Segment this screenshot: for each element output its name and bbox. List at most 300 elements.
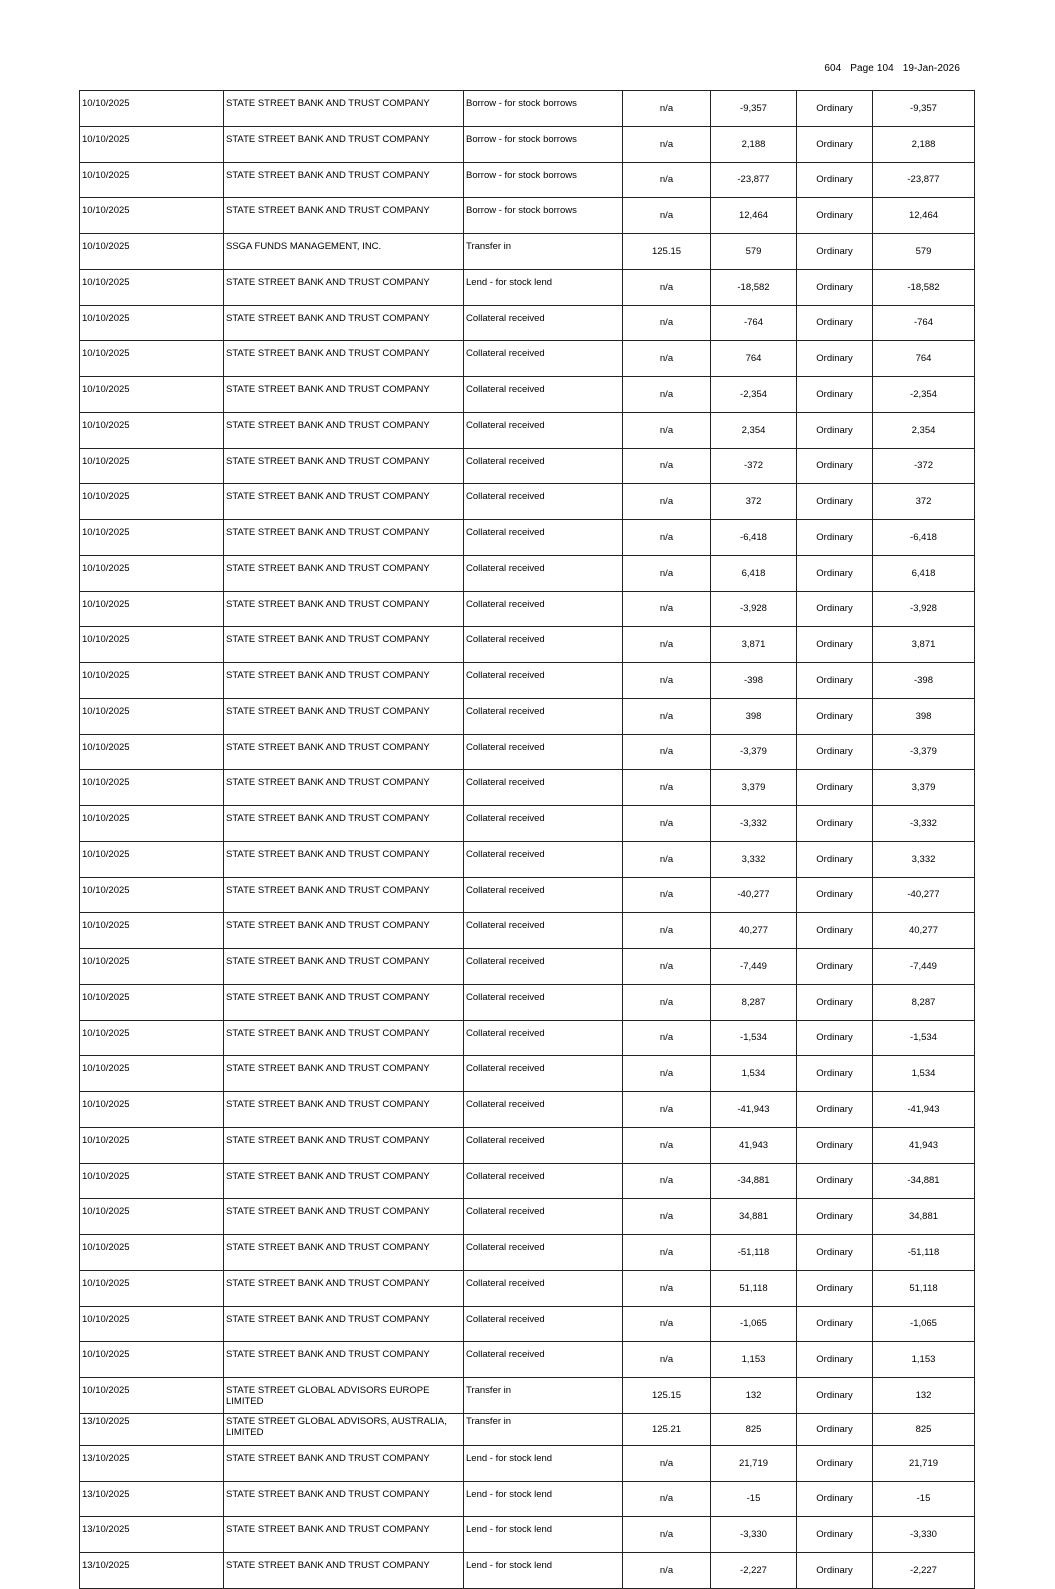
nature-cell: Transfer in [464, 234, 623, 270]
class-cell: Ordinary [797, 1517, 873, 1553]
class-cell: Ordinary [797, 555, 873, 591]
doc-number: 604 [824, 63, 842, 74]
votes-cell: 1,534 [873, 1056, 975, 1092]
class-cell: Ordinary [797, 1445, 873, 1481]
change-cell: 2,354 [711, 412, 797, 448]
nature-cell: Collateral received [464, 913, 623, 949]
votes-cell: -3,928 [873, 591, 975, 627]
class-cell: Ordinary [797, 663, 873, 699]
change-cell: 398 [711, 698, 797, 734]
nature-cell: Collateral received [464, 520, 623, 556]
date-cell: 10/10/2025 [80, 269, 224, 305]
class-cell: Ordinary [797, 1553, 873, 1589]
date-cell: 10/10/2025 [80, 377, 224, 413]
class-cell: Ordinary [797, 1056, 873, 1092]
class-cell: Ordinary [797, 1127, 873, 1163]
votes-cell: -3,379 [873, 734, 975, 770]
change-cell: -6,418 [711, 520, 797, 556]
votes-cell: -23,877 [873, 162, 975, 198]
change-cell: -51,118 [711, 1235, 797, 1271]
table-row [80, 162, 975, 198]
votes-cell: 764 [873, 341, 975, 377]
nature-cell: Collateral received [464, 841, 623, 877]
table-row [80, 126, 975, 162]
table-row [80, 341, 975, 377]
votes-cell: 3,332 [873, 841, 975, 877]
consideration-cell: n/a [623, 1445, 711, 1481]
votes-cell: -41,943 [873, 1092, 975, 1128]
nature-cell: Collateral received [464, 734, 623, 770]
votes-cell: 2,354 [873, 412, 975, 448]
change-cell: -398 [711, 663, 797, 699]
entity-cell: STATE STREET BANK AND TRUST COMPANY [224, 1235, 464, 1271]
nature-cell: Borrow - for stock borrows [464, 91, 623, 127]
entity-cell: STATE STREET BANK AND TRUST COMPANY [224, 1445, 464, 1481]
consideration-cell: n/a [623, 591, 711, 627]
consideration-cell: n/a [623, 627, 711, 663]
class-cell: Ordinary [797, 520, 873, 556]
table-row [80, 305, 975, 341]
nature-cell: Collateral received [464, 770, 623, 806]
date-cell: 10/10/2025 [80, 698, 224, 734]
votes-cell: -51,118 [873, 1235, 975, 1271]
table-row [80, 841, 975, 877]
votes-cell: -2,227 [873, 1553, 975, 1589]
votes-cell: 41,943 [873, 1127, 975, 1163]
date-cell: 10/10/2025 [80, 627, 224, 663]
nature-cell: Borrow - for stock borrows [464, 126, 623, 162]
table-row [80, 1553, 975, 1589]
date-cell: 10/10/2025 [80, 913, 224, 949]
change-cell: 40,277 [711, 913, 797, 949]
date-cell: 10/10/2025 [80, 234, 224, 270]
date-cell: 10/10/2025 [80, 412, 224, 448]
votes-cell: -9,357 [873, 91, 975, 127]
table-row [80, 1127, 975, 1163]
nature-cell: Collateral received [464, 949, 623, 985]
class-cell: Ordinary [797, 1020, 873, 1056]
nature-cell: Transfer in [464, 1413, 623, 1445]
entity-cell: STATE STREET BANK AND TRUST COMPANY [224, 984, 464, 1020]
table-row [80, 1517, 975, 1553]
table-row [80, 448, 975, 484]
consideration-cell: n/a [623, 1481, 711, 1517]
entity-cell: STATE STREET BANK AND TRUST COMPANY [224, 1517, 464, 1553]
nature-cell: Collateral received [464, 305, 623, 341]
nature-cell: Collateral received [464, 1092, 623, 1128]
entity-cell: STATE STREET BANK AND TRUST COMPANY [224, 734, 464, 770]
date-cell: 13/10/2025 [80, 1481, 224, 1517]
date-cell: 10/10/2025 [80, 949, 224, 985]
table-row [80, 269, 975, 305]
change-cell: 579 [711, 234, 797, 270]
date-cell: 10/10/2025 [80, 1342, 224, 1378]
consideration-cell: n/a [623, 1517, 711, 1553]
nature-cell: Collateral received [464, 1235, 623, 1271]
class-cell: Ordinary [797, 591, 873, 627]
votes-cell: 34,881 [873, 1199, 975, 1235]
date-cell: 10/10/2025 [80, 305, 224, 341]
consideration-cell: n/a [623, 484, 711, 520]
change-cell: 1,534 [711, 1056, 797, 1092]
nature-cell: Collateral received [464, 663, 623, 699]
date-cell: 10/10/2025 [80, 1306, 224, 1342]
nature-cell: Collateral received [464, 1163, 623, 1199]
change-cell: 825 [711, 1413, 797, 1445]
entity-cell: STATE STREET BANK AND TRUST COMPANY [224, 1553, 464, 1589]
table-row [80, 913, 975, 949]
table-row [80, 198, 975, 234]
votes-cell: 398 [873, 698, 975, 734]
table-row [80, 234, 975, 270]
date-cell: 10/10/2025 [80, 520, 224, 556]
table-row [80, 734, 975, 770]
table-row [80, 1342, 975, 1378]
votes-cell: -3,330 [873, 1517, 975, 1553]
nature-cell: Borrow - for stock borrows [464, 198, 623, 234]
nature-cell: Collateral received [464, 1056, 623, 1092]
change-cell: 764 [711, 341, 797, 377]
change-cell: 372 [711, 484, 797, 520]
class-cell: Ordinary [797, 1092, 873, 1128]
entity-cell: STATE STREET BANK AND TRUST COMPANY [224, 377, 464, 413]
page-number: Page 104 [850, 63, 894, 74]
change-cell: -3,332 [711, 806, 797, 842]
change-cell: 8,287 [711, 984, 797, 1020]
date-cell: 10/10/2025 [80, 1378, 224, 1414]
class-cell: Ordinary [797, 1481, 873, 1517]
consideration-cell: n/a [623, 198, 711, 234]
date-cell: 10/10/2025 [80, 1270, 224, 1306]
date-cell: 10/10/2025 [80, 806, 224, 842]
change-cell: -2,227 [711, 1553, 797, 1589]
page-date: 19-Jan-2026 [902, 63, 960, 74]
change-cell: -3,330 [711, 1517, 797, 1553]
entity-cell: STATE STREET BANK AND TRUST COMPANY [224, 627, 464, 663]
votes-cell: -40,277 [873, 877, 975, 913]
class-cell: Ordinary [797, 949, 873, 985]
table-row [80, 663, 975, 699]
table-row [80, 1378, 975, 1414]
table-row [80, 698, 975, 734]
date-cell: 10/10/2025 [80, 1199, 224, 1235]
change-cell: 51,118 [711, 1270, 797, 1306]
change-cell: -3,928 [711, 591, 797, 627]
consideration-cell: n/a [623, 91, 711, 127]
entity-cell: STATE STREET BANK AND TRUST COMPANY [224, 555, 464, 591]
table-row [80, 1306, 975, 1342]
page-header [818, 63, 960, 74]
entity-cell: STATE STREET BANK AND TRUST COMPANY [224, 1481, 464, 1517]
table-row [80, 949, 975, 985]
class-cell: Ordinary [797, 269, 873, 305]
consideration-cell: n/a [623, 1127, 711, 1163]
class-cell: Ordinary [797, 198, 873, 234]
table-row [80, 770, 975, 806]
table-row [80, 412, 975, 448]
votes-cell: -7,449 [873, 949, 975, 985]
entity-cell: STATE STREET BANK AND TRUST COMPANY [224, 162, 464, 198]
consideration-cell: n/a [623, 770, 711, 806]
change-cell: -1,534 [711, 1020, 797, 1056]
class-cell: Ordinary [797, 234, 873, 270]
entity-cell: STATE STREET BANK AND TRUST COMPANY [224, 1020, 464, 1056]
votes-cell: -6,418 [873, 520, 975, 556]
votes-cell: 12,464 [873, 198, 975, 234]
class-cell: Ordinary [797, 698, 873, 734]
consideration-cell: n/a [623, 1056, 711, 1092]
entity-cell: STATE STREET BANK AND TRUST COMPANY [224, 91, 464, 127]
change-cell: -9,357 [711, 91, 797, 127]
votes-cell: -15 [873, 1481, 975, 1517]
votes-cell: 21,719 [873, 1445, 975, 1481]
nature-cell: Collateral received [464, 1199, 623, 1235]
date-cell: 10/10/2025 [80, 341, 224, 377]
change-cell: 12,464 [711, 198, 797, 234]
class-cell: Ordinary [797, 984, 873, 1020]
nature-cell: Collateral received [464, 448, 623, 484]
nature-cell: Collateral received [464, 1270, 623, 1306]
consideration-cell: n/a [623, 305, 711, 341]
entity-cell: STATE STREET BANK AND TRUST COMPANY [224, 1092, 464, 1128]
consideration-cell: n/a [623, 341, 711, 377]
votes-cell: -764 [873, 305, 975, 341]
entity-cell: STATE STREET GLOBAL ADVISORS, AUSTRALIA, LIMITED [224, 1413, 464, 1445]
date-cell: 10/10/2025 [80, 984, 224, 1020]
table-row [80, 1481, 975, 1517]
entity-cell: STATE STREET BANK AND TRUST COMPANY [224, 269, 464, 305]
votes-cell: 825 [873, 1413, 975, 1445]
nature-cell: Lend - for stock lend [464, 1481, 623, 1517]
votes-cell: 40,277 [873, 913, 975, 949]
date-cell: 10/10/2025 [80, 1056, 224, 1092]
consideration-cell: n/a [623, 949, 711, 985]
change-cell: -2,354 [711, 377, 797, 413]
entity-cell: STATE STREET BANK AND TRUST COMPANY [224, 663, 464, 699]
table-row [80, 806, 975, 842]
consideration-cell: n/a [623, 734, 711, 770]
entity-cell: STATE STREET BANK AND TRUST COMPANY [224, 841, 464, 877]
consideration-cell: n/a [623, 412, 711, 448]
date-cell: 10/10/2025 [80, 877, 224, 913]
class-cell: Ordinary [797, 806, 873, 842]
entity-cell: STATE STREET BANK AND TRUST COMPANY [224, 1163, 464, 1199]
votes-cell: -1,534 [873, 1020, 975, 1056]
entity-cell: STATE STREET BANK AND TRUST COMPANY [224, 1199, 464, 1235]
class-cell: Ordinary [797, 91, 873, 127]
date-cell: 10/10/2025 [80, 126, 224, 162]
date-cell: 13/10/2025 [80, 1445, 224, 1481]
date-cell: 13/10/2025 [80, 1553, 224, 1589]
class-cell: Ordinary [797, 770, 873, 806]
class-cell: Ordinary [797, 341, 873, 377]
date-cell: 10/10/2025 [80, 734, 224, 770]
consideration-cell: n/a [623, 162, 711, 198]
class-cell: Ordinary [797, 1306, 873, 1342]
change-cell: -15 [711, 1481, 797, 1517]
change-cell: -372 [711, 448, 797, 484]
consideration-cell: n/a [623, 1553, 711, 1589]
date-cell: 10/10/2025 [80, 1163, 224, 1199]
consideration-cell: n/a [623, 663, 711, 699]
consideration-cell: n/a [623, 841, 711, 877]
class-cell: Ordinary [797, 913, 873, 949]
entity-cell: STATE STREET BANK AND TRUST COMPANY [224, 806, 464, 842]
date-cell: 10/10/2025 [80, 770, 224, 806]
date-cell: 10/10/2025 [80, 162, 224, 198]
votes-cell: 2,188 [873, 126, 975, 162]
class-cell: Ordinary [797, 1270, 873, 1306]
nature-cell: Collateral received [464, 591, 623, 627]
votes-cell: -3,332 [873, 806, 975, 842]
table-row [80, 1163, 975, 1199]
table-row [80, 1235, 975, 1271]
entity-cell: STATE STREET BANK AND TRUST COMPANY [224, 1342, 464, 1378]
votes-cell: 8,287 [873, 984, 975, 1020]
nature-cell: Collateral received [464, 1342, 623, 1378]
class-cell: Ordinary [797, 877, 873, 913]
class-cell: Ordinary [797, 734, 873, 770]
consideration-cell: n/a [623, 984, 711, 1020]
consideration-cell: n/a [623, 1235, 711, 1271]
date-cell: 13/10/2025 [80, 1413, 224, 1445]
class-cell: Ordinary [797, 1235, 873, 1271]
class-cell: Ordinary [797, 1199, 873, 1235]
table-row [80, 1270, 975, 1306]
change-cell: 6,418 [711, 555, 797, 591]
nature-cell: Collateral received [464, 1020, 623, 1056]
table-row [80, 627, 975, 663]
votes-cell: -18,582 [873, 269, 975, 305]
table-row [80, 520, 975, 556]
table-row [80, 1056, 975, 1092]
votes-cell: 372 [873, 484, 975, 520]
entity-cell: STATE STREET BANK AND TRUST COMPANY [224, 448, 464, 484]
change-cell: 3,871 [711, 627, 797, 663]
date-cell: 10/10/2025 [80, 1235, 224, 1271]
entity-cell: STATE STREET BANK AND TRUST COMPANY [224, 1270, 464, 1306]
table-row [80, 591, 975, 627]
nature-cell: Lend - for stock lend [464, 1445, 623, 1481]
consideration-cell: n/a [623, 877, 711, 913]
votes-cell: 3,871 [873, 627, 975, 663]
entity-cell: STATE STREET BANK AND TRUST COMPANY [224, 412, 464, 448]
entity-cell: STATE STREET BANK AND TRUST COMPANY [224, 126, 464, 162]
change-cell: -23,877 [711, 162, 797, 198]
date-cell: 10/10/2025 [80, 1092, 224, 1128]
entity-cell: STATE STREET BANK AND TRUST COMPANY [224, 198, 464, 234]
entity-cell: STATE STREET BANK AND TRUST COMPANY [224, 698, 464, 734]
nature-cell: Lend - for stock lend [464, 1553, 623, 1589]
nature-cell: Collateral received [464, 877, 623, 913]
nature-cell: Collateral received [464, 806, 623, 842]
entity-cell: STATE STREET BANK AND TRUST COMPANY [224, 305, 464, 341]
consideration-cell: n/a [623, 448, 711, 484]
table-row [80, 377, 975, 413]
table-body [80, 91, 975, 1589]
table-row [80, 1445, 975, 1481]
entity-cell: SSGA FUNDS MANAGEMENT, INC. [224, 234, 464, 270]
change-cell: -41,943 [711, 1092, 797, 1128]
consideration-cell: 125.15 [623, 1378, 711, 1414]
date-cell: 10/10/2025 [80, 591, 224, 627]
class-cell: Ordinary [797, 1378, 873, 1414]
change-cell: 21,719 [711, 1445, 797, 1481]
table-row [80, 1092, 975, 1128]
votes-cell: -1,065 [873, 1306, 975, 1342]
class-cell: Ordinary [797, 1342, 873, 1378]
nature-cell: Lend - for stock lend [464, 269, 623, 305]
nature-cell: Collateral received [464, 698, 623, 734]
consideration-cell: n/a [623, 698, 711, 734]
table-row [80, 1020, 975, 1056]
nature-cell: Collateral received [464, 341, 623, 377]
entity-cell: STATE STREET BANK AND TRUST COMPANY [224, 877, 464, 913]
consideration-cell: n/a [623, 1092, 711, 1128]
date-cell: 10/10/2025 [80, 841, 224, 877]
nature-cell: Borrow - for stock borrows [464, 162, 623, 198]
change-cell: 2,188 [711, 126, 797, 162]
table-row [80, 555, 975, 591]
change-cell: 3,379 [711, 770, 797, 806]
entity-cell: STATE STREET BANK AND TRUST COMPANY [224, 520, 464, 556]
class-cell: Ordinary [797, 1413, 873, 1445]
table-row [80, 1199, 975, 1235]
entity-cell: STATE STREET BANK AND TRUST COMPANY [224, 770, 464, 806]
votes-cell: -372 [873, 448, 975, 484]
change-cell: -18,582 [711, 269, 797, 305]
class-cell: Ordinary [797, 448, 873, 484]
entity-cell: STATE STREET BANK AND TRUST COMPANY [224, 591, 464, 627]
consideration-cell: n/a [623, 1270, 711, 1306]
consideration-cell: n/a [623, 520, 711, 556]
table-row [80, 91, 975, 127]
class-cell: Ordinary [797, 484, 873, 520]
consideration-cell: n/a [623, 269, 711, 305]
nature-cell: Collateral received [464, 984, 623, 1020]
nature-cell: Collateral received [464, 555, 623, 591]
entity-cell: STATE STREET GLOBAL ADVISORS EUROPE LIMITED [224, 1378, 464, 1414]
change-cell: -34,881 [711, 1163, 797, 1199]
change-cell: -3,379 [711, 734, 797, 770]
class-cell: Ordinary [797, 1163, 873, 1199]
votes-cell: 3,379 [873, 770, 975, 806]
class-cell: Ordinary [797, 841, 873, 877]
consideration-cell: n/a [623, 1306, 711, 1342]
change-cell: -764 [711, 305, 797, 341]
date-cell: 10/10/2025 [80, 198, 224, 234]
table-row [80, 484, 975, 520]
entity-cell: STATE STREET BANK AND TRUST COMPANY [224, 913, 464, 949]
consideration-cell: n/a [623, 1163, 711, 1199]
change-cell: 34,881 [711, 1199, 797, 1235]
entity-cell: STATE STREET BANK AND TRUST COMPANY [224, 1056, 464, 1092]
table-row [80, 877, 975, 913]
consideration-cell: n/a [623, 1342, 711, 1378]
consideration-cell: n/a [623, 1020, 711, 1056]
table-row [80, 1413, 975, 1445]
entity-cell: STATE STREET BANK AND TRUST COMPANY [224, 1306, 464, 1342]
change-cell: 132 [711, 1378, 797, 1414]
class-cell: Ordinary [797, 162, 873, 198]
table-row [80, 984, 975, 1020]
date-cell: 10/10/2025 [80, 448, 224, 484]
votes-cell: -398 [873, 663, 975, 699]
consideration-cell: n/a [623, 126, 711, 162]
entity-cell: STATE STREET BANK AND TRUST COMPANY [224, 341, 464, 377]
nature-cell: Collateral received [464, 1127, 623, 1163]
entity-cell: STATE STREET BANK AND TRUST COMPANY [224, 484, 464, 520]
